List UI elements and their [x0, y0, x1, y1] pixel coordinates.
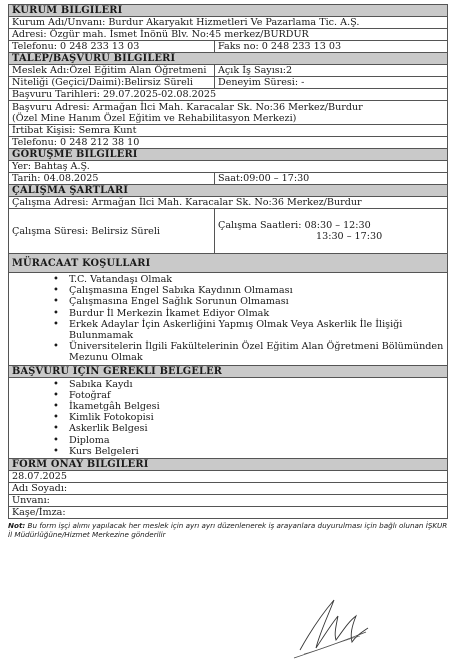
kurum-header: KURUM BİLGİLERİ: [9, 5, 448, 17]
muracaat-item: • Erkek Adaylar İçin Askerliğini Yapmış Olmak Veya Askerlik İle İlişiği: [9, 319, 447, 330]
belgeler-item: • Kimlik Fotokopisi: [9, 412, 447, 423]
calisma-hours-line1: Çalışma Saatleri: 08:30 – 12:30: [218, 220, 371, 231]
talep-address-line1: Başvuru Adresi: Armağan İlci Mah. Karacalar Sk. No:36 Merkez/Burdur: [12, 101, 363, 113]
muracaat-item-continuation: Mezunu Olmak: [69, 352, 143, 364]
belgeler-item: • Diploma: [9, 435, 447, 446]
gorusme-time: Saat:09:00 – 17:30: [215, 173, 448, 185]
muracaat-item: • Üniversitelerin İlgili Fakültelerinin Özel Eğitim Alan Öğretmeni Bölümünden: [9, 341, 447, 352]
muracaat-item: • T.C. Vatandaşı Olmak: [9, 274, 447, 285]
note-label: Not:: [8, 521, 26, 531]
gorusme-place: Yer: Bahtaş A.Ş.: [9, 161, 448, 173]
calisma-header: ÇALIŞMA ŞARTLARI: [9, 185, 448, 197]
talep-phone: Telefonu: 0 248 212 38 10: [9, 137, 448, 149]
gorusme-date: Tarih: 04.08.2025: [9, 173, 215, 185]
handwritten-signature: [290, 592, 370, 662]
talep-address: [9, 101, 448, 125]
kurum-name: Kurum Adı/Unvanı: Burdur Akaryakıt Hizmetleri Ve Pazarlama Tic. A.Ş.: [9, 17, 448, 29]
belgeler-item: • Kurs Belgeleri: [9, 446, 447, 457]
muracaat-item-continuation: Bulunmamak: [69, 330, 134, 342]
onay-date: 28.07.2025: [9, 471, 448, 483]
gorusme-header: GÖRÜŞME BİLGİLERİ: [9, 149, 448, 161]
belgeler-item: • Fotoğraf: [9, 390, 447, 401]
muracaat-item: • Çalışmasına Engel Sabıka Kaydının Olmaması: [9, 285, 447, 296]
kurum-address: Adresi: Özgür mah. İsmet İnönü Blv. No:45 merkez/BURDUR: [9, 29, 448, 41]
muracaat-header: MÜRACAAT KOŞULLARI: [9, 254, 448, 273]
kurum-phone: Telefonu: 0 248 233 13 03: [9, 41, 215, 53]
calisma-hours: [215, 209, 448, 254]
footer-note: [8, 521, 453, 539]
job-posting-form: [8, 4, 447, 539]
calisma-duration: Çalışma Süresi: Belirsiz Süreli: [9, 209, 215, 254]
belgeler-item: • Askerlik Belgesi: [9, 423, 447, 434]
belgeler-header: BAŞVURU İÇİN GEREKLİ BELGELER: [9, 365, 448, 377]
onay-name: Adı Soyadı:: [9, 483, 448, 495]
kurum-fax: Faks no: 0 248 233 13 03: [215, 41, 448, 53]
calisma-hours-line2: 13:30 – 17:30: [316, 231, 383, 242]
talep-experience: Deneyim Süresi: -: [215, 77, 448, 89]
talep-nature: Niteliği (Geçici/Daimi):Belirsiz Süreli: [9, 77, 215, 89]
muracaat-list: [9, 274, 447, 364]
talep-contact: İrtibat Kişisi: Semra Kunt: [9, 125, 448, 137]
talep-dates: Başvuru Tarihleri: 29.07.2025-02.08.2025: [9, 89, 448, 101]
talep-open-positions: Açık İş Sayısı:2: [215, 65, 448, 77]
belgeler-item: • Sabıka Kaydı: [9, 379, 447, 390]
talep-address-line2: (Özel Mine Hanım Özel Eğitim ve Rehabilitasyon Merkezi): [12, 112, 297, 124]
belgeler-item: • İkametgâh Belgesi: [9, 401, 447, 412]
belgeler-list-cell: [9, 377, 448, 458]
onay-title: Unvanı:: [9, 495, 448, 507]
onay-stamp-signature: Kaşe/İmza:: [9, 507, 448, 519]
muracaat-item: • Burdur İl Merkezin İkamet Ediyor Olmak: [9, 308, 447, 319]
note-text: Bu form işçi alımı yapılacak her meslek için ayrı ayrı düzenlenerek iş arayanlara duyurulması için bağlı olunan İŞKUR İl Müdürlüğüne/Hizmet Merkezine gönderilir: [8, 521, 448, 540]
belgeler-list: [9, 379, 447, 457]
muracaat-list-cell: [9, 273, 448, 366]
form-table: [8, 4, 448, 519]
calisma-address: Çalışma Adresi: Armağan İlci Mah. Karacalar Sk. No:36 Merkez/Burdur: [9, 197, 448, 209]
muracaat-item: • Çalışmasına Engel Sağlık Sorunun Olmaması: [9, 296, 447, 307]
talep-header: TALEP/BAŞVURU BİLGİLERİ: [9, 53, 448, 65]
talep-occupation: Meslek Adı:Özel Eğitim Alan Öğretmeni: [9, 65, 215, 77]
onay-header: FORM ONAY BİLGİLERİ: [9, 459, 448, 471]
